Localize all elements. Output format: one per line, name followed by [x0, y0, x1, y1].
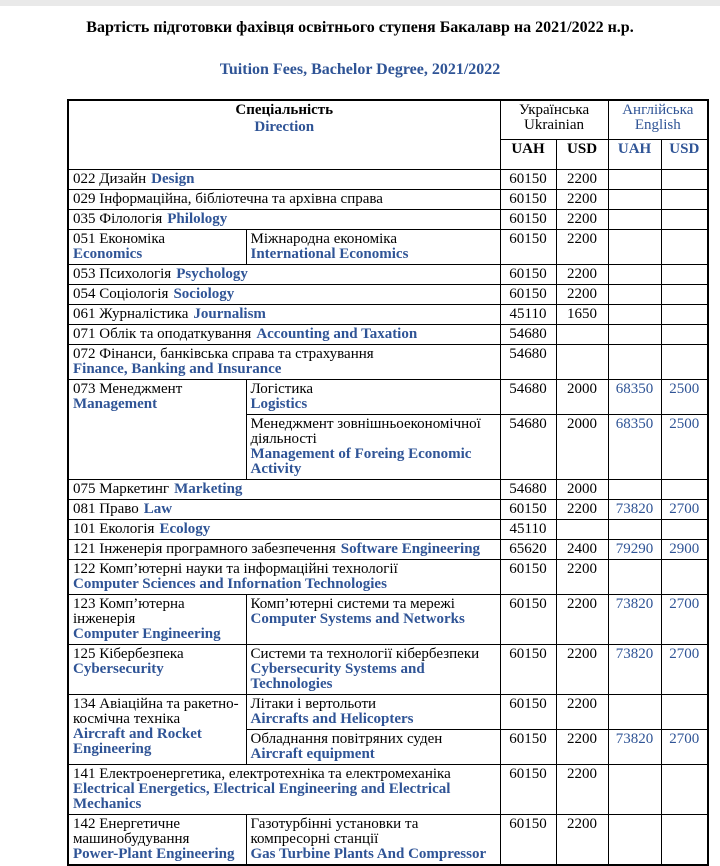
uah-english-cell [608, 305, 661, 325]
speciality-cell [68, 345, 500, 380]
speciality-en-text: Software Engineering [340, 541, 481, 557]
uah-english-cell [608, 345, 661, 380]
uah-ukrainian-cell: 65620 [500, 540, 556, 560]
uah-ukrainian-cell: 45110 [500, 305, 556, 325]
usd-ukrainian-cell: 2000 [556, 380, 608, 415]
usd-ukrainian-cell: 2200 [556, 560, 608, 595]
speciality-uk-text: 071 Облік та оподаткування [73, 326, 252, 342]
uah-ukrainian-cell: 60150 [500, 595, 556, 645]
speciality-uk-text: 123 Комп’ютерна інженерія [73, 596, 185, 627]
speciality-cell [68, 190, 500, 210]
speciality-cell [68, 560, 500, 595]
uah-ukrainian-cell: 60150 [500, 730, 556, 765]
subspeciality-cell [246, 380, 500, 415]
uah-ukrainian-cell: 54680 [500, 380, 556, 415]
usd-ukrainian-cell: 2200 [556, 645, 608, 695]
speciality-uk-text: 061 Журналістика [73, 306, 189, 322]
speciality-cell [68, 695, 246, 765]
speciality-en-text: Psychology [176, 266, 248, 282]
uah-english-cell: 68350 [608, 415, 661, 480]
speciality-uk-text: Комп’ютерні системи та мережі [250, 596, 455, 612]
table-row [68, 500, 708, 520]
speciality-en-text: Cybersecurity Systems and Technologies [250, 661, 425, 692]
speciality-cell [68, 500, 500, 520]
uah-english-cell [608, 190, 661, 210]
speciality-en-text: Economics [73, 246, 143, 262]
usd-english-cell: 2700 [661, 500, 708, 520]
uah-english-cell: 73820 [608, 595, 661, 645]
speciality-uk-text: Логістика [250, 381, 314, 397]
speciality-en-text: Accounting and Taxation [256, 326, 418, 342]
uah-ukrainian-cell: 60150 [500, 695, 556, 730]
usd-ukrainian-header: USD [556, 140, 608, 170]
speciality-uk-text: 141 Електроенергетика, електротехніка та електромеханіка [73, 766, 451, 782]
usd-ukrainian-cell: 2200 [556, 730, 608, 765]
usd-english-cell: 2700 [661, 645, 708, 695]
speciality-cell [68, 540, 500, 560]
speciality-uk-text: 101 Екологія [73, 521, 155, 537]
subspeciality-cell [246, 415, 500, 480]
speciality-cell [68, 210, 500, 230]
speciality-en-text: Management [73, 396, 158, 412]
speciality-uk-text: 053 Психологія [73, 266, 172, 282]
usd-ukrainian-cell: 2200 [556, 500, 608, 520]
usd-english-cell [661, 285, 708, 305]
page-subtitle: Tuition Fees, Bachelor Degree, 2021/2022 [219, 61, 501, 78]
uah-english-cell [608, 325, 661, 345]
page-title: Вартість підготовки фахівця освітнього ступеня Бакалавр на 2021/2022 н.р. [86, 19, 634, 36]
uah-english-cell: 73820 [608, 645, 661, 695]
speciality-column-header [68, 100, 500, 170]
usd-english-cell [661, 480, 708, 500]
usd-ukrainian-cell: 2200 [556, 815, 608, 866]
uah-ukrainian-cell: 60150 [500, 500, 556, 520]
usd-ukrainian-cell [556, 345, 608, 380]
tuition-fees-table [67, 99, 709, 866]
uah-english-cell [608, 695, 661, 730]
uah-ukrainian-cell: 60150 [500, 230, 556, 265]
usd-ukrainian-cell: 2200 [556, 595, 608, 645]
speciality-uk-text: 072 Фінанси, банківська справа та страхування [73, 346, 374, 362]
speciality-en-text: Aircrafts and Helicopters [250, 711, 414, 727]
uah-english-cell [608, 265, 661, 285]
speciality-uk-text: Обладнання повітряних суден [250, 731, 443, 747]
subspeciality-cell [246, 595, 500, 645]
speciality-cell [68, 480, 500, 500]
table-row [68, 305, 708, 325]
usd-ukrainian-cell: 2200 [556, 765, 608, 815]
usd-english-cell: 2500 [661, 415, 708, 480]
speciality-uk-text: Літаки і вертольоти [250, 696, 377, 712]
table-row [68, 230, 708, 265]
uah-english-header: UAH [608, 140, 661, 170]
uah-ukrainian-cell: 45110 [500, 520, 556, 540]
ukrainian-label-en: Ukrainian [524, 117, 585, 133]
uah-english-cell [608, 765, 661, 815]
uah-english-cell: 73820 [608, 730, 661, 765]
usd-ukrainian-cell: 2200 [556, 190, 608, 210]
ukrainian-language-header [500, 100, 608, 140]
speciality-en-text: Philology [167, 211, 228, 227]
uah-english-cell [608, 815, 661, 866]
table-header-row-1 [68, 100, 708, 140]
usd-english-cell [661, 170, 708, 190]
speciality-en-text: Power-Plant Engineering [73, 846, 235, 862]
table-row [68, 695, 708, 730]
uah-english-cell [608, 210, 661, 230]
uah-ukrainian-cell: 54680 [500, 480, 556, 500]
speciality-uk-text: 035 Філологія [73, 211, 163, 227]
speciality-cell [68, 520, 500, 540]
table-row [68, 325, 708, 345]
subspeciality-cell [246, 815, 500, 866]
table-row [68, 170, 708, 190]
uah-english-cell [608, 480, 661, 500]
usd-ukrainian-cell: 2200 [556, 265, 608, 285]
speciality-uk-text: 073 Менеджмент [73, 381, 183, 397]
usd-ukrainian-cell [556, 325, 608, 345]
table-row [68, 645, 708, 695]
speciality-en-text: Electrical Energetics, Electrical Engineering and Electrical Mechanics [73, 781, 451, 812]
subspeciality-cell [246, 730, 500, 765]
speciality-en-text: Design [151, 171, 195, 187]
speciality-cell [68, 765, 500, 815]
speciality-en-text: Computer Systems and Networks [250, 611, 465, 627]
usd-english-cell [661, 190, 708, 210]
usd-ukrainian-cell: 2200 [556, 285, 608, 305]
uah-english-cell [608, 560, 661, 595]
usd-ukrainian-cell: 2200 [556, 210, 608, 230]
subspeciality-cell [246, 230, 500, 265]
uah-english-cell [608, 230, 661, 265]
usd-english-cell [661, 230, 708, 265]
speciality-header-uk: Спеціальність [235, 102, 334, 118]
table-row [68, 190, 708, 210]
usd-english-cell [661, 345, 708, 380]
usd-ukrainian-cell: 2000 [556, 415, 608, 480]
speciality-uk-text: 054 Соціологія [73, 286, 169, 302]
uah-ukrainian-cell: 54680 [500, 325, 556, 345]
subspeciality-cell [246, 645, 500, 695]
speciality-uk-text: 122 Комп’ютерні науки та інформаційні технології [73, 561, 398, 577]
uah-english-cell: 73820 [608, 500, 661, 520]
english-label-uk: Англійська [622, 102, 694, 118]
speciality-en-text: Computer Sciences and Infornation Technologies [73, 576, 387, 592]
usd-english-cell: 2700 [661, 730, 708, 765]
speciality-en-text: Computer Engineering [73, 626, 221, 642]
subspeciality-cell [246, 695, 500, 730]
speciality-uk-text: 142 Енергетичне машинобудування [73, 816, 190, 847]
english-label-en: English [634, 117, 681, 133]
uah-ukrainian-header: UAH [500, 140, 556, 170]
usd-ukrainian-cell: 2200 [556, 695, 608, 730]
ukrainian-label-uk: Українська [518, 102, 590, 118]
speciality-en-text: Ecology [159, 521, 211, 537]
uah-ukrainian-cell: 60150 [500, 265, 556, 285]
speciality-en-text: Finance, Banking and Insurance [73, 361, 282, 377]
usd-english-cell: 2500 [661, 380, 708, 415]
table-row [68, 210, 708, 230]
uah-english-cell [608, 520, 661, 540]
speciality-uk-text: 051 Економіка [73, 231, 166, 247]
usd-english-header: USD [661, 140, 708, 170]
usd-english-cell [661, 210, 708, 230]
uah-ukrainian-cell: 60150 [500, 285, 556, 305]
speciality-en-text: Gas Turbine Plants And Compressor [250, 846, 487, 862]
usd-english-cell [661, 325, 708, 345]
speciality-cell [68, 265, 500, 285]
speciality-uk-text: 081 Право [73, 501, 139, 517]
table-row [68, 815, 708, 866]
uah-ukrainian-cell: 60150 [500, 815, 556, 866]
speciality-uk-text: 022 Дизайн [73, 171, 147, 187]
usd-ukrainian-cell: 2200 [556, 170, 608, 190]
speciality-cell [68, 645, 246, 695]
speciality-cell [68, 595, 246, 645]
table-row [68, 380, 708, 415]
speciality-en-text: Cybersecurity [73, 661, 164, 677]
speciality-uk-text: Газотурбінні установки та компресорні станції [250, 816, 419, 847]
speciality-cell [68, 380, 246, 480]
speciality-cell [68, 325, 500, 345]
speciality-en-text: Logistics [250, 396, 308, 412]
speciality-cell [68, 230, 246, 265]
speciality-en-text: Aircraft equipment [250, 746, 375, 762]
usd-ukrainian-cell: 2400 [556, 540, 608, 560]
speciality-uk-text: Системи та технології кібербезпеки [250, 646, 480, 662]
uah-ukrainian-cell: 60150 [500, 560, 556, 595]
usd-english-cell [661, 305, 708, 325]
speciality-cell [68, 305, 500, 325]
table-row [68, 520, 708, 540]
uah-ukrainian-cell: 60150 [500, 765, 556, 815]
speciality-en-text: International Economics [250, 246, 409, 262]
table-row [68, 540, 708, 560]
speciality-uk-text: 029 Інформаційна, бібліотечна та архівна справа [73, 191, 383, 207]
usd-english-cell [661, 815, 708, 866]
speciality-cell [68, 170, 500, 190]
table-row [68, 560, 708, 595]
uah-english-cell [608, 170, 661, 190]
speciality-en-text: Sociology [173, 286, 235, 302]
speciality-cell [68, 285, 500, 305]
english-language-header [608, 100, 708, 140]
table-row [68, 595, 708, 645]
document-page [0, 6, 720, 866]
table-row [68, 265, 708, 285]
speciality-uk-text: Міжнародна економіка [250, 231, 397, 247]
table-row [68, 765, 708, 815]
uah-english-cell: 68350 [608, 380, 661, 415]
speciality-uk-text: 075 Маркетинг [73, 481, 170, 497]
usd-english-cell: 2900 [661, 540, 708, 560]
speciality-en-text: Journalism [193, 306, 266, 322]
usd-english-cell [661, 695, 708, 730]
speciality-en-text: Management of Foreing Economic Activity [250, 446, 472, 477]
speciality-header-en: Direction [254, 119, 315, 135]
fees-table-body [68, 170, 708, 866]
speciality-en-text: Aircraft and Rocket Engineering [73, 726, 202, 757]
table-row [68, 345, 708, 380]
speciality-cell [68, 815, 246, 866]
table-row [68, 285, 708, 305]
speciality-en-text: Law [143, 501, 173, 517]
usd-ukrainian-cell [556, 520, 608, 540]
table-row [68, 480, 708, 500]
uah-english-cell: 79290 [608, 540, 661, 560]
speciality-uk-text: 121 Інженерія програмного забезпечення [73, 541, 336, 557]
speciality-uk-text: 125 Кібербезпека [73, 646, 184, 662]
usd-english-cell [661, 560, 708, 595]
usd-ukrainian-cell: 2000 [556, 480, 608, 500]
usd-english-cell [661, 765, 708, 815]
uah-ukrainian-cell: 54680 [500, 345, 556, 380]
speciality-uk-text: 134 Авіаційна та ракетно-космічна техніка [73, 696, 239, 727]
speciality-uk-text: Менеджмент зовнішньоекономічної діяльності [250, 416, 481, 447]
usd-english-cell [661, 265, 708, 285]
usd-ukrainian-cell: 2200 [556, 230, 608, 265]
speciality-en-text: Marketing [174, 481, 243, 497]
usd-english-cell [661, 520, 708, 540]
uah-ukrainian-cell: 54680 [500, 415, 556, 480]
uah-ukrainian-cell: 60150 [500, 645, 556, 695]
uah-english-cell [608, 285, 661, 305]
usd-english-cell: 2700 [661, 595, 708, 645]
uah-ukrainian-cell: 60150 [500, 210, 556, 230]
usd-ukrainian-cell: 1650 [556, 305, 608, 325]
uah-ukrainian-cell: 60150 [500, 170, 556, 190]
uah-ukrainian-cell: 60150 [500, 190, 556, 210]
